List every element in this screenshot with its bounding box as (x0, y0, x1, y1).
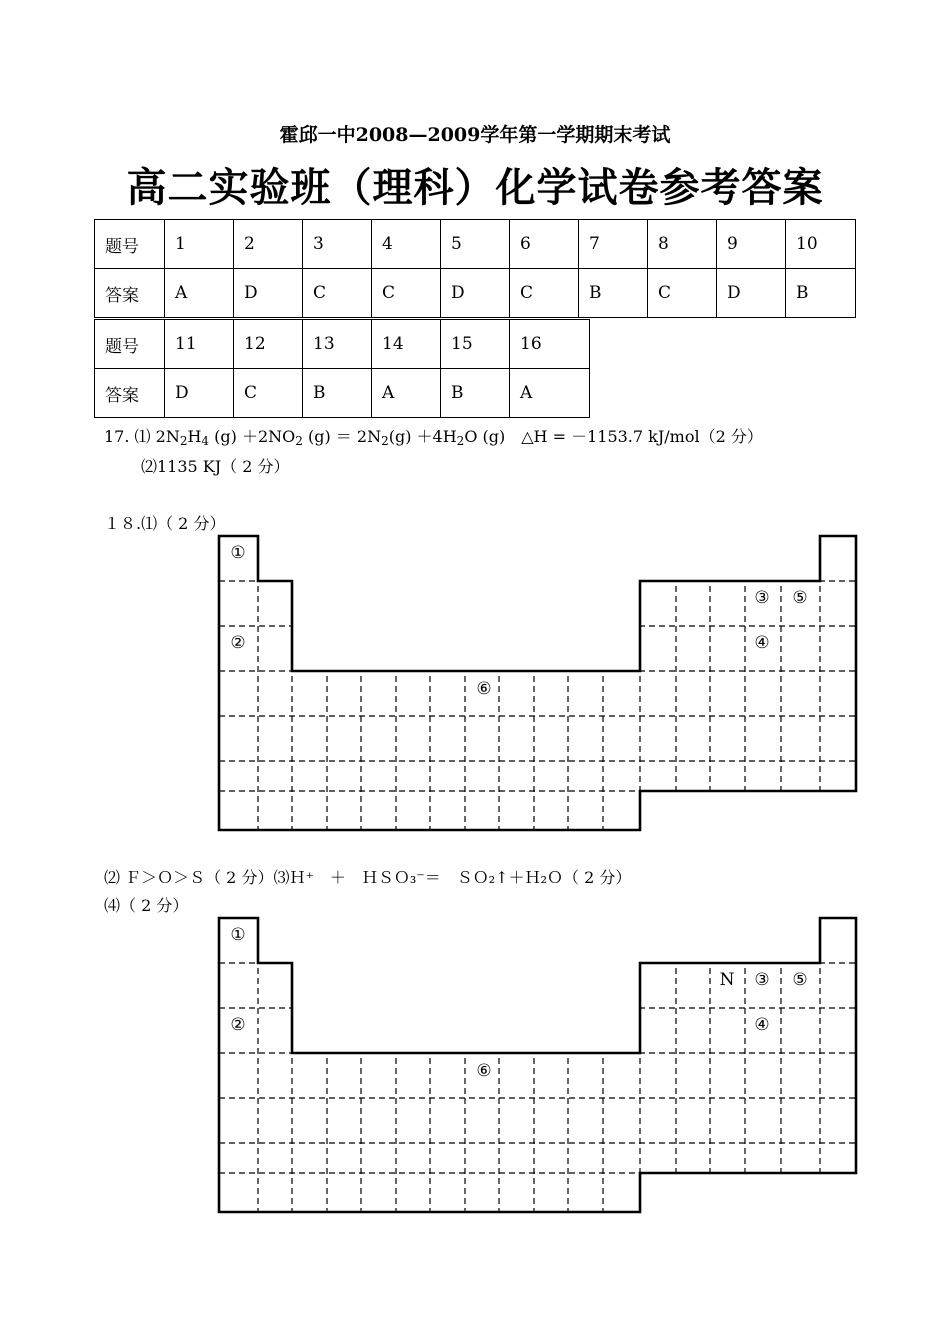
mark-1: ① (230, 925, 246, 945)
q17-line2: ⑵1135 KJ（ 2 分） (141, 457, 290, 476)
table-row (95, 269, 856, 318)
answer-cell: D (165, 369, 234, 418)
answer-cell: A (510, 369, 590, 418)
question-number: 1 (165, 220, 234, 269)
question-number: 8 (648, 220, 717, 269)
equation-text: O (g) △H = －1153.7 kJ/mol（2 分） (464, 427, 763, 446)
table-row (95, 369, 590, 418)
equation-text: (g) ＝ 2N (302, 427, 382, 446)
q17-prefix: 17. ⑴ (104, 427, 151, 446)
answer-cell: C (510, 269, 579, 318)
exam-subtitle: 霍邱一中2008—2009学年第一学期期末考试 (279, 124, 671, 146)
empty-region (639, 1174, 859, 1217)
question-number: 5 (441, 220, 510, 269)
subscript: 2 (295, 434, 303, 448)
answer-cell: D (441, 269, 510, 318)
mark-2: ② (230, 633, 246, 653)
answer-table-part2 (94, 319, 590, 418)
answer-cell: B (303, 369, 372, 418)
question-number: 6 (510, 220, 579, 269)
answer-cell: C (372, 269, 441, 318)
mark-4: ④ (754, 1015, 770, 1035)
equation-text: (g) ＋2NO (209, 427, 296, 446)
element-n-label: N (719, 970, 735, 990)
answer-cell: C (234, 369, 303, 418)
question-number: 15 (441, 320, 510, 369)
answer-cell: D (717, 269, 786, 318)
answer-cell: B (441, 369, 510, 418)
question-number: 9 (717, 220, 786, 269)
empty-region (259, 917, 819, 962)
subscript: 2 (179, 434, 188, 448)
row-label-number: 题号 (95, 320, 165, 369)
q17-line1 (104, 424, 763, 448)
q18-part23-line: ⑵ Ｆ＞Ｏ＞Ｓ（ 2 分）⑶Ｈ⁺ ＋ ＨＳＯ₃⁻＝ ＳＯ₂↑＋Ｈ₂Ｏ（ 2 分） (104, 868, 632, 887)
mark-5: ⑤ (792, 588, 808, 608)
mark-1: ① (230, 543, 246, 563)
row-label-answer: 答案 (95, 269, 165, 318)
grid-group (219, 917, 859, 1217)
question-number: 11 (165, 320, 234, 369)
question-number: 14 (372, 320, 441, 369)
periodic-table-outline-2 (210, 909, 870, 1224)
q18-part4-label: ⑷（ 2 分） (104, 896, 189, 915)
row-label-number: 题号 (95, 220, 165, 269)
subscript: 2 (381, 434, 389, 448)
subscript: 2 (456, 434, 465, 448)
question-number: 4 (372, 220, 441, 269)
mark-6: ⑥ (476, 1061, 492, 1081)
equation-text: (g) ＋4H (388, 427, 457, 446)
mark-3: ③ (754, 588, 770, 608)
equation-text: H (187, 427, 202, 446)
question-number: 3 (303, 220, 372, 269)
mark-4: ④ (754, 633, 770, 653)
answer-table-part1 (94, 219, 856, 318)
equation-text: 2N (155, 427, 180, 446)
empty-region (639, 792, 859, 835)
question-number: 2 (234, 220, 303, 269)
answer-cell: B (579, 269, 648, 318)
answer-cell: B (786, 269, 856, 318)
question-number: 12 (234, 320, 303, 369)
periodic-table-outline-1 (210, 527, 870, 842)
mark-6: ⑥ (476, 679, 492, 699)
question-number: 10 (786, 220, 856, 269)
mark-3: ③ (754, 970, 770, 990)
table-row (95, 320, 590, 369)
answer-cell: A (165, 269, 234, 318)
table-row (95, 220, 856, 269)
row-label-answer: 答案 (95, 369, 165, 418)
mark-2: ② (230, 1015, 246, 1035)
mark-5: ⑤ (792, 970, 808, 990)
page-title: 高二实验班（理科）化学试卷参考答案 (126, 165, 824, 211)
subscript: 4 (201, 434, 210, 448)
empty-region (293, 962, 639, 1053)
answer-cell: C (303, 269, 372, 318)
answer-cell: D (234, 269, 303, 318)
empty-region (293, 580, 639, 671)
empty-region (259, 535, 819, 580)
answer-cell: A (372, 369, 441, 418)
question-number: 7 (579, 220, 648, 269)
answer-cell: C (648, 269, 717, 318)
question-number: 16 (510, 320, 590, 369)
question-number: 13 (303, 320, 372, 369)
q18-part1-label: １８.⑴（ 2 分） (104, 514, 226, 533)
grid-group (219, 535, 859, 835)
